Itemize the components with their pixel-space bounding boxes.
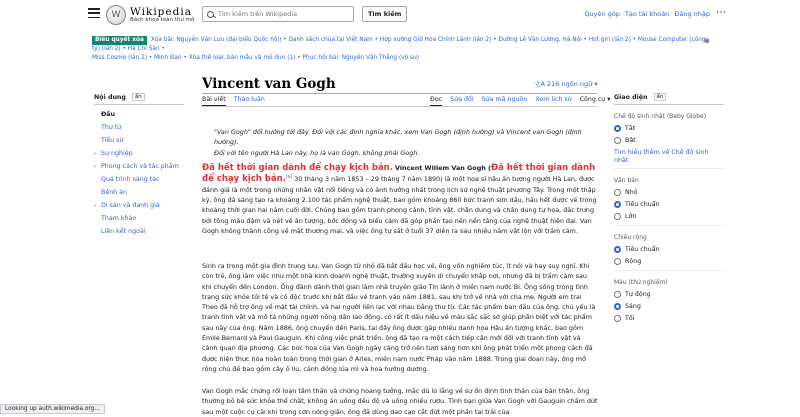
toc-item[interactable]: › Phong cách và tác phẩm: [94, 163, 179, 170]
tab-history[interactable]: Xem lịch sử: [535, 96, 572, 103]
paragraph: Sinh ra trong một gia đình trung lưu, Van Gogh từ nhỏ đã bắt đầu học vẽ, ông vốn nghiêm túc, ít nói và hay suy nghĩ. Khi còn trẻ, ông làm việc như một nhà kinh doanh nghệ thuật, thường xuyên di chuyển khắp nơi, nhưng đã bị trầm cảm sau khi chuyển đến London. Ông đành dành thời gian làm nhà truyền giáo Tin lành ở miền nam nước Bỉ. Ông sống trong tình trạng sức khỏe tồi tệ và cô độc trước khi bắt đầu vẽ tranh vào năm 1881, sau khi trở về nhà với cha mẹ. Người em trai Theo đã hỗ trợ ông về mặt tài chính, và hai người liên lạc với nhau bằng thư từ. Các tác phẩm ban đầu của ông, chủ yếu là tranh tĩnh vật và mô tả những người nông dân lao động, có rất ít dấu hiệu về màu sắc sặc sỡ giúp phân biệt với tác phẩm sau này của ông. Năm 1886, ông chuyển đến Paris, tại đây ông được gặp nhiều danh họa Hậu ấn tượng khác, bao gồm Émile Bernard và Paul Gauguin. Khi công việc phát triển, ông đã tạo ra một cách tiếp cận mới đối với tranh tĩnh vật và cảnh quan địa phương. Các bức họa của Van Gogh ngày càng trở nên tươi sáng hơn khi ông phát triển một phong cách đã được hiện thực hóa hoàn toàn trong thời gian ở Arles, miền nam nước Pháp vào năm 1888. Trong giai đoạn này, ông mở rộng chủ đề bao gồm cây ô liu, cánh đồng lúa mì và hoa hướng dương.: [202, 262, 596, 373]
radio-color-auto[interactable]: Tự động: [614, 291, 724, 298]
notice-line-2[interactable]: Miss Cosmo (lần 2) • Minh Đạn • Xóa thể loại, bản mẫu và mô đun (1) • Phục hồi bài: Nguyễn Văn Thắng (võ sư): [92, 55, 419, 61]
status-bar: Looking up auth.wikimedia.org...: [0, 404, 105, 414]
toc-item[interactable]: Đầu: [101, 111, 116, 118]
lead-paragraph: Đã hết thời gian dành để chạy kịch bản. Vincent Willem Van Gogh (Đã hết thời gian dành để chạy kịch bản.[a] 30 tháng 3 năm 1853 – 29 tháng 7 năm 1890) là một họa sĩ hậu ấn tượng người Hà Lan, được đánh giá là một trong những nhân vật nổi tiếng và có ảnh hưởng nhất trong lịch sử nghệ thuật phương Tây. Trong một thập kỷ, ông đã sáng tạo ra khoảng 2.100 tác phẩm nghệ thuật, bao gồm khoảng 860 bức tranh sơn dầu, hầu hết được vẽ trong khoảng thời gian hai năm cuối đời. Chúng bao gồm tranh phong cảnh, tĩnh vật, chân dung và chân dung tự họa, đặc trưng bởi tông màu đậm và nét vẽ ấn tượng, bốc đồng và biểu cảm đã góp phần tạo nền nền tảng của nghệ thuật hiện đại. Van Gogh không thành công về mặt thương mại, và việc ông tự sát ở tuổi 37 diễn ra sau nhiều năm vật lộn với trầm cảm.: [202, 163, 597, 235]
radio-text-standard[interactable]: Tiêu chuẩn: [614, 201, 724, 208]
donate-link[interactable]: Quyên góp: [584, 10, 620, 18]
tab-talk[interactable]: Thảo luận: [233, 96, 265, 103]
text-size-title: Văn bản: [614, 177, 639, 184]
toc-item[interactable]: Quá trình sáng tác: [101, 176, 160, 183]
search-icon: [207, 11, 214, 18]
namespace-tabs: [202, 96, 265, 106]
toc-item[interactable]: › Di sản và danh giá: [94, 202, 160, 209]
user-links: [584, 10, 710, 18]
tab-edit-source[interactable]: Sửa mã nguồn: [481, 96, 528, 103]
appearance-panel: [614, 93, 724, 327]
chevron-right-icon: ›: [94, 163, 96, 170]
site-notice: [92, 36, 712, 63]
radio-color-dark[interactable]: Tối: [614, 315, 724, 322]
color-title: Màu (thử nghiệm): [614, 279, 668, 286]
toc-item[interactable]: › Sự nghiệp: [94, 150, 133, 157]
view-tabs: [430, 96, 610, 106]
radio-on[interactable]: Bật: [614, 137, 724, 144]
appearance-hide-button[interactable]: ẩn: [654, 93, 667, 101]
toc-item[interactable]: Tiểu sử: [101, 137, 124, 144]
radio-text-small[interactable]: Nhỏ: [614, 189, 724, 196]
toc-item[interactable]: Liên kết ngoài: [101, 228, 146, 235]
paragraph: Van Gogh mắc chứng rối loạn tâm thần và chứng hoang tưởng, mặc dù lo lắng về sự ổn định tinh thần của bản thân, ông thường bỏ bê sức khỏe thể chất, không ăn uống đều độ và uống nhiều rượu. Tình bạn giữa Van Gogh với Gauguin chấm dứt sau một cuộc cự cãi khi trong cơn nóng giận, ông đã dùng dao cạo cắt đứt một phần tai trái của: [202, 387, 598, 416]
tools-menu[interactable]: Công cụ ▾: [579, 96, 611, 103]
notice-line-1[interactable]: Xóa bài: Nguyễn Văn Lưu (đại biểu Quốc hội) • Danh sách chùa tại Việt Nam • Hợp xướng Giờ Hoa Chính Lãnh (lần 2) • Đường Lê Văn Lương, Hà Nội • Hot girl (lần 2) • Mouse Computer (công ty) (lần 2) • Hà Chí Sàn •: [92, 37, 706, 52]
logo-tagline: Bách khoa toàn thư mở: [130, 17, 195, 23]
script-error: Đã hết thời gian dành để chạy kịch bản.: [202, 163, 596, 185]
globe-icon: W: [106, 5, 126, 25]
table-of-contents: [94, 93, 184, 241]
toc-item[interactable]: Thư từ: [101, 124, 122, 131]
logo-title: Wikipedia: [130, 5, 192, 18]
login-link[interactable]: Đăng nhập: [674, 10, 710, 18]
radio-width-wide[interactable]: Rộng: [614, 258, 724, 265]
more-options-icon[interactable]: ⋯: [716, 7, 726, 18]
tab-article[interactable]: Bài viết: [202, 96, 226, 106]
birthday-mode-title: Chế độ sinh nhật (Baby Globe): [614, 113, 707, 120]
language-button[interactable]: 文A 216 ngôn ngữ ▾: [534, 80, 598, 88]
script-error: Đã hết thời gian dành để chạy kịch bản.: [202, 163, 393, 173]
tab-read[interactable]: Đọc: [430, 96, 442, 106]
create-account-link[interactable]: Tạo tài khoản: [624, 10, 670, 18]
page-title: Vincent van Gogh: [202, 76, 336, 92]
search-box[interactable]: [202, 6, 354, 22]
close-notice-icon[interactable]: ⊗: [704, 37, 710, 45]
search-input[interactable]: [218, 10, 348, 18]
radio-color-light[interactable]: Sáng: [614, 303, 724, 310]
site-header: [0, 0, 800, 30]
translate-icon: 文A: [534, 80, 548, 88]
hatnote: "Van Gogh" đổi hướng tới đây. Đối với các định nghĩa khác, xem Van Gogh (định hướng) và Vincent van Gogh (định hướng).: [214, 128, 582, 146]
toc-title: Nội dung: [94, 93, 126, 101]
chevron-right-icon: ›: [94, 202, 96, 209]
toc-item[interactable]: Tham khảo: [101, 215, 137, 222]
radio-width-standard[interactable]: Tiêu chuẩn: [614, 246, 724, 253]
toc-hide-button[interactable]: ẩn: [132, 93, 145, 101]
deletion-vote-badge: Biểu quyết xóa: [92, 36, 147, 45]
wikipedia-logo[interactable]: [106, 5, 194, 25]
hatnote-name: Đối với tên người Hà Lan này, họ là van Gogh, không phải Gogh.: [214, 149, 420, 157]
toc-item[interactable]: Bệnh án: [101, 189, 128, 196]
appearance-title: Giao diện: [614, 93, 648, 101]
radio-off[interactable]: Tắt: [614, 125, 724, 132]
learn-more-link[interactable]: Tìm hiểu thêm về Chế độ sinh nhật: [614, 149, 709, 164]
radio-text-large[interactable]: Lớn: [614, 213, 724, 220]
tab-edit[interactable]: Sửa đổi: [450, 96, 474, 103]
chevron-right-icon: ›: [94, 150, 96, 157]
main-menu-icon[interactable]: [88, 8, 100, 18]
search-button[interactable]: Tìm kiếm: [362, 6, 407, 22]
width-title: Chiều rộng: [614, 234, 647, 241]
